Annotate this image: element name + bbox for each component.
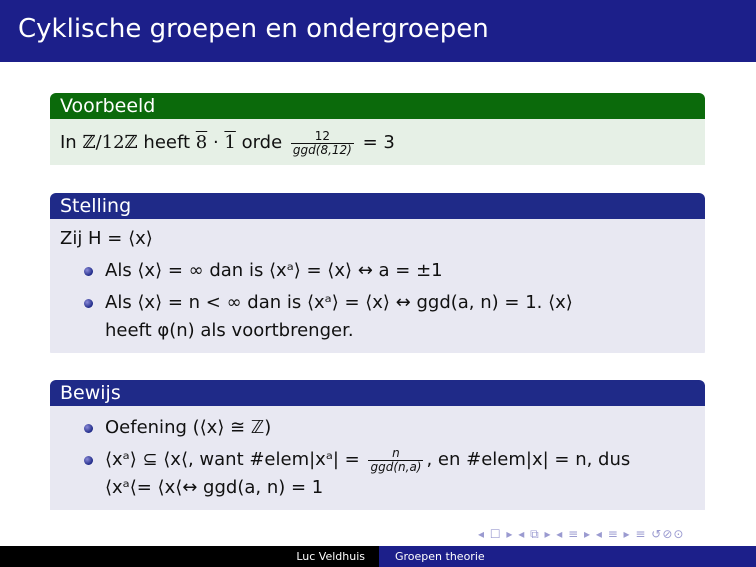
theorem-list [60,257,695,345]
bullet-icon [84,299,93,308]
example-result: = 3 [356,132,395,153]
theorem-body [50,219,705,353]
example-text-orde: orde [235,132,288,153]
example-text-heeft: heeft [137,132,196,153]
example-dot: · [207,132,225,153]
bullet-icon [84,456,93,465]
theorem-item-2-line1: Als ⟨x⟩ = n < ∞ dan is ⟨xᵃ⟩ = ⟨x⟩ ↔ ggd(a, n) = 1. ⟨x⟩ [105,292,573,313]
list-item [60,257,695,285]
example-element-eight: 8 [195,132,208,153]
bullet-icon [84,267,93,276]
example-ring: ℤ/12ℤ [82,132,138,153]
theorem-heading: Stelling [50,193,705,219]
beamer-navigation[interactable]: ◂ ☐ ▸ ◂ ⧉ ▸ ◂ ≡ ▸ ◂ ≡ ▸ ≡ ↺⊘⊙ [478,527,685,541]
proof-item-2-post: , en #elem|x| = n, dus [426,449,631,470]
proof-frac-num: n [392,445,400,460]
proof-item-2-pre: ⟨xᵃ⟩ ⊆ ⟨x⟨, want #elem|xᵃ| = [105,449,366,470]
list-item [60,446,695,502]
footer [0,546,756,567]
slide-title: Cyklische groepen en ondergroepen [18,14,489,44]
title-bar [0,0,756,62]
example-frac-den: ggd(8,12) [292,142,352,157]
example-element-one: 1 [224,132,236,153]
example-frac-num: 12 [314,128,331,143]
example-body [50,119,705,165]
proof-item-1: Oefening (⟨x⟩ ≅ ℤ) [105,417,272,438]
proof-block [50,380,705,515]
example-text-in: In [60,132,83,153]
proof-frac-den: ggd(n,a) [370,459,422,474]
proof-list [60,414,695,502]
theorem-block [50,193,705,357]
proof-fraction [368,447,423,474]
proof-heading: Bewijs [50,380,705,406]
theorem-intro: Zij H = ⟨x⟩ [60,228,153,249]
example-heading: Voorbeeld [50,93,705,119]
footer-title: Groepen theorie [395,550,485,563]
example-block [50,93,705,173]
bullet-icon [84,424,93,433]
proof-item-2-line2: ⟨xᵃ⟨= ⟨x⟨↔ ggd(a, n) = 1 [105,477,324,498]
example-fraction [291,130,354,157]
theorem-item-1: Als ⟨x⟩ = ∞ dan is ⟨xᵃ⟩ = ⟨x⟩ ↔ a = ±1 [105,260,443,281]
list-item [60,289,695,345]
theorem-item-2-line2: heeft φ(n) als voortbrenger. [105,320,354,341]
list-item [60,414,695,442]
footer-title-box [379,546,756,567]
footer-author-box [0,546,379,567]
proof-body [50,406,705,510]
footer-author: Luc Veldhuis [296,550,365,563]
